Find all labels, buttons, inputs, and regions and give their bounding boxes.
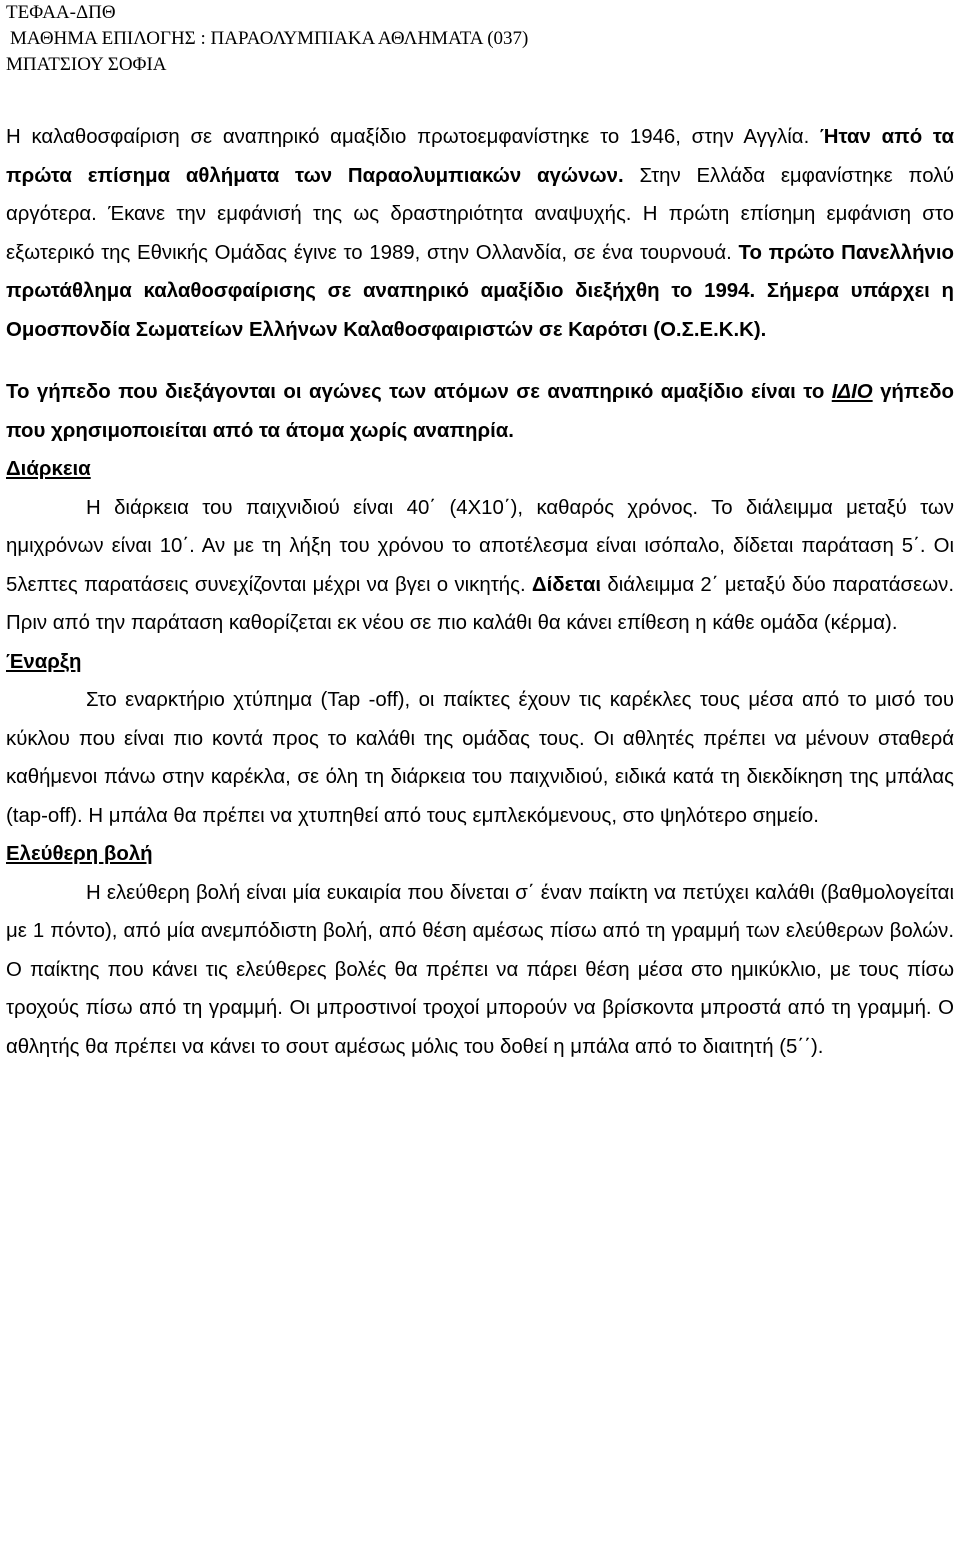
court-emphasis: ΙΔΙΟ <box>831 381 873 403</box>
start-paragraph: Στο εναρκτήριο χτύπημα (Tap -off), οι παίκτες έχουν τις καρέκλες τους μέσα από το μισό του κύκλου που είναι πιο κοντά προς το καλάθι της ομάδας τους. Οι αθλητές πρέπει να μένουν σταθερά καθήμενοι πάνω στην καρέκλα, σε όλη τη διάρκεια του παιχνιδιού, ειδικά κατά τη διεκδίκηση της μπάλας (tap-off). Η μπάλα θα πρέπει να χτυπηθεί από τους εμπλεκόμενους, στο ψηλότερο σημείο. <box>6 689 954 827</box>
free-throw-paragraph: Η ελεύθερη βολή είναι μία ευκαιρία που δίνεται σ΄ έναν παίκτη να πετύχει καλάθι (βαθμολογείται με 1 πόντο), από μία ανεμπόδιστη βολή, από θέση αμέσως πίσω από τη γραμμή των ελεύθερων βολών. Ο παίκτης που κάνει τις ελεύθερες βολές θα πρέπει να πάρει θέση μέσα στο ημικύκλιο, με τους πίσω τροχούς πίσω από τη γραμμή. Οι μπροστινοί τροχοί μπορούν να βρίσκοντα μπροστά από τη γραμμή. Ο αθλητής θα πρέπει να κάνει το σουτ αμέσως μόλις του δοθεί η μπάλα από το διαιτητή (5΄΄). <box>6 881 954 1058</box>
duration-emphasis: Δίδεται <box>531 573 602 596</box>
header-institution: ΤΕΦΑΑ-ΔΠΘ <box>6 2 116 23</box>
court-paragraph <box>6 373 954 450</box>
court-text-before: Το γήπεδο που διεξάγονται οι αγώνες των ατόμων σε αναπηρικό αμαξίδιο είναι το <box>6 381 832 403</box>
duration-text-1: Η διάρκεια του παιχνιδιού είναι 40΄ (4Χ10΄), καθαρός χρόνος. Το διάλειμμα μεταξύ των ημιχρόνων είναι 10΄. Αν με τη λήξη του χρόνου το αποτέλεσμα είναι ισόπαλο, δίδεται παράταση 5΄. Οι 5λεπτες παρατάσεις συνεχίζονται μέχρι να βγει ο νικητής. <box>6 496 954 596</box>
header-author: ΜΠΑΤΣΙΟΥ ΣΟΦΙΑ <box>6 54 167 75</box>
intro-sentence-1: Η καλαθοσφαίριση σε αναπηρικό αμαξίδιο πρωτοεμφανίστηκε το 1946, στην Αγγλία. <box>6 126 810 148</box>
intro-sentence-3: Στην Ελλάδα εμφανίστηκε πολύ αργότερα. Έκανε την εμφάνισή της ως δραστηριότητα αναψυχής. Η πρώτη επίσημη εμφάνιση στο εξωτερικό της Εθνικής Ομάδας έγινε το 1989, στην Ολλανδία, σε ένα τουρνουά. <box>6 164 955 264</box>
start-heading: Έναρξη <box>6 650 82 673</box>
intro-paragraph <box>6 118 954 349</box>
intro-sentence-4: Το πρώτο Πανελλήνιο πρωτάθλημα καλαθοσφαίρισης σε αναπηρικό αμαξίδιο διεξήχθη το 1994. Σήμερα υπάρχει η Ομοσπονδία Σωματείων Ελλήνων Καλαθοσφαιριστών σε Καρότσι (Ο.Σ.Ε.Κ.Κ). <box>6 241 954 341</box>
document-body <box>6 118 954 1066</box>
duration-paragraph <box>6 489 954 643</box>
intro-sentence-2: Ήταν από τα πρώτα επίσημα αθλήματα των Παραολυμπιακών αγώνων. <box>6 126 954 187</box>
duration-text-2: διάλειμμα 2΄ μεταξύ δύο παρατάσεων. Πριν από την παράταση καθορίζεται εκ νέου σε πιο καλάθι θα κάνει επίθεση η κάθε ομάδα (κέρμα). <box>6 573 954 634</box>
duration-heading: Διάρκεια <box>6 458 91 480</box>
document-header <box>6 0 528 78</box>
court-text-after: γήπεδο που χρησιμοποιείται από τα άτομα χωρίς αναπηρία. <box>6 381 954 442</box>
header-course: ΜΑΘΗΜΑ ΕΠΙΛΟΓΗΣ : ΠΑΡΑΟΛΥΜΠΙΑΚΑ ΑΘΛΗΜΑΤΑ (037) <box>10 28 529 49</box>
free-throw-heading: Ελεύθερη βολή <box>6 843 153 865</box>
